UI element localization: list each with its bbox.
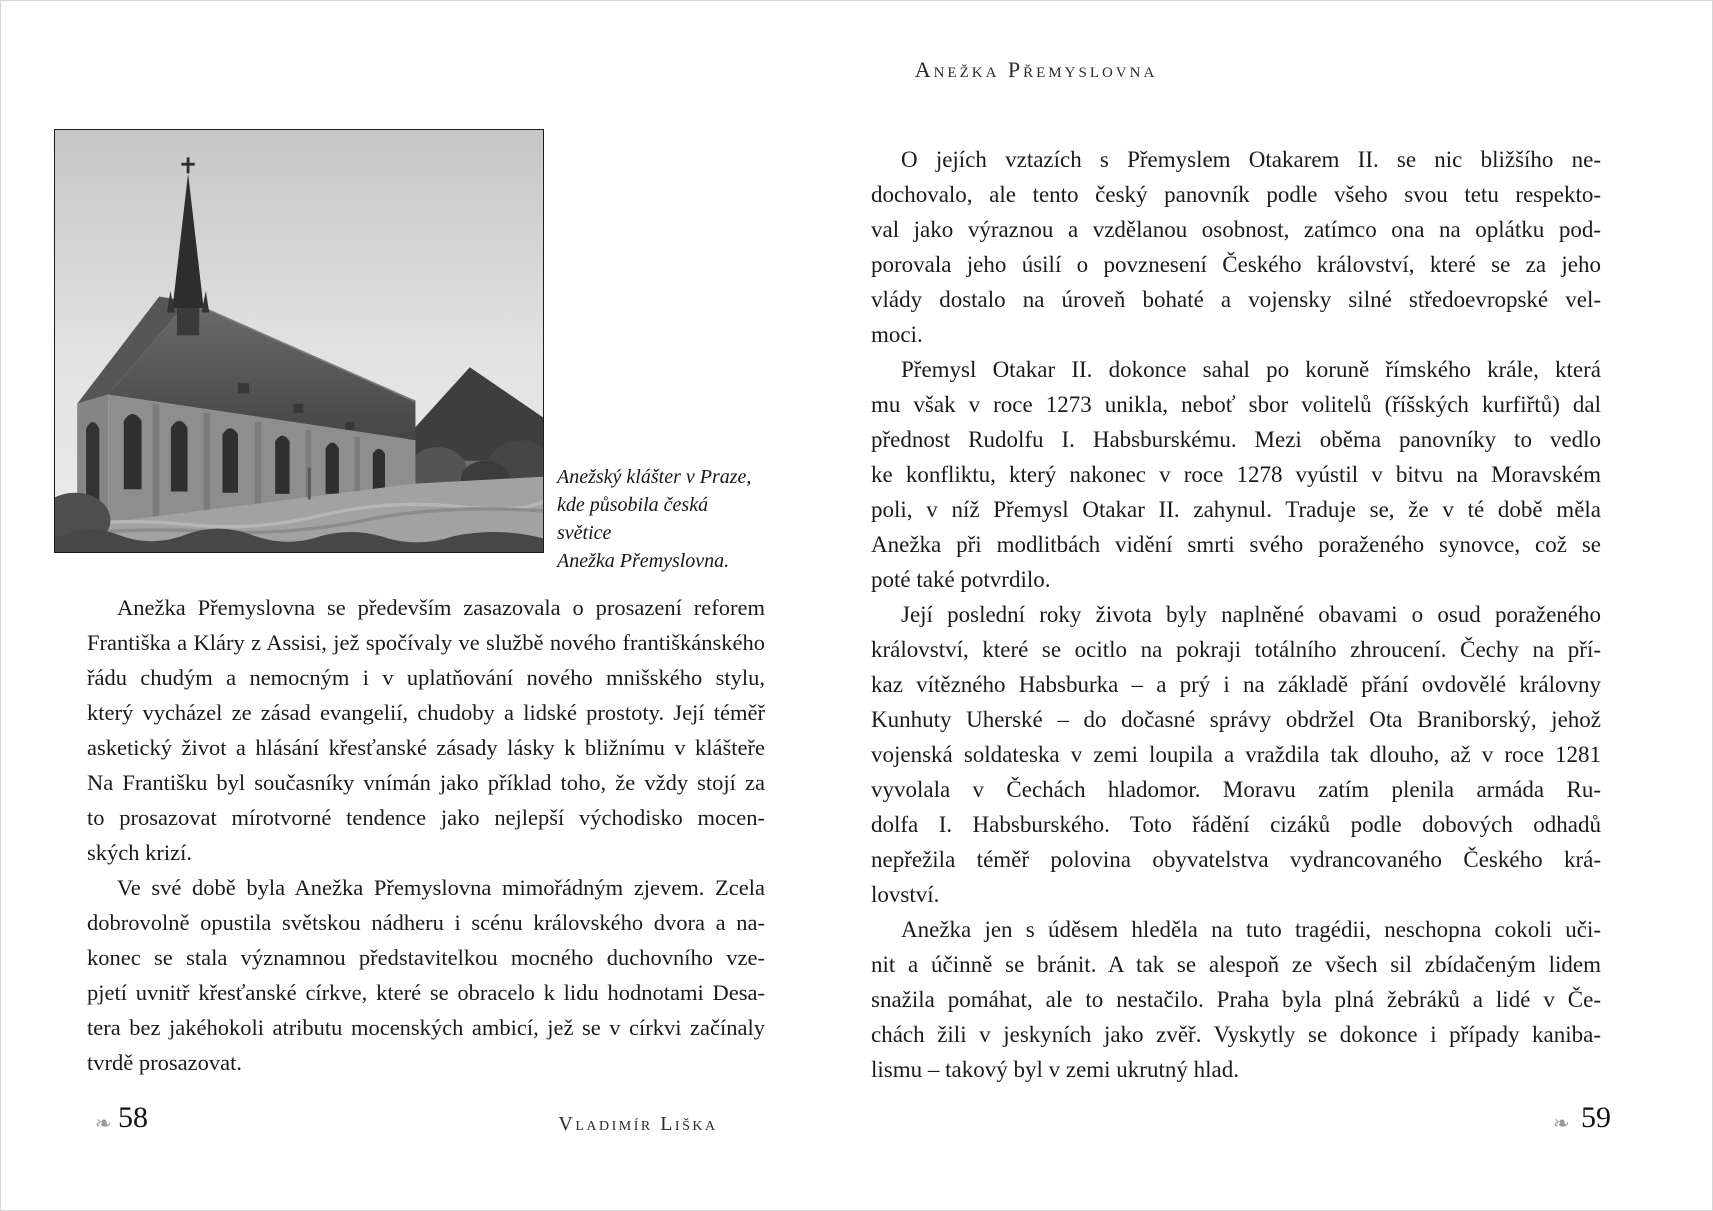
paragraph bbox=[871, 142, 1601, 352]
lancet-window bbox=[222, 428, 238, 492]
text-line: poté také potvrdilo. bbox=[871, 567, 1051, 592]
text-line: přednost Rudolfu I. Habsburskému. Mezi oběma panovníky to vedlo bbox=[871, 427, 1601, 452]
caption-line: kde působila česká světice bbox=[557, 494, 709, 544]
footer-author-name: Vladimír Liška bbox=[558, 1113, 718, 1135]
text-line: Anežka jen s úděsem hleděla na tuto tragédii, neschopna cokoli uči- bbox=[901, 917, 1601, 942]
buttress bbox=[255, 422, 262, 509]
text-line: Kunhuty Uherské – do dočasné správy obdržel Ota Braniborský, jehož bbox=[871, 707, 1601, 732]
text-line: konec se stala významnou představitelkou mocného duchovního vze- bbox=[87, 945, 765, 970]
text-line: vyvolala v Čechách hladomor. Moravu zatím plenila armáda Ru- bbox=[871, 777, 1601, 802]
text-line: asketický život a hlásání křesťanské zásady lásky k bližnímu v klášteře bbox=[87, 735, 765, 760]
paragraph bbox=[871, 912, 1601, 1087]
text-line: dobrovolně opustila světskou nádheru i scénu královského dvora a na- bbox=[87, 910, 765, 935]
left-page-text bbox=[87, 590, 765, 1080]
caption-line: Anežský klášter v Praze, bbox=[557, 466, 752, 488]
text-line: snažila pomáhat, ale to nestačilo. Praha byla plná žebráků a lidé v Če- bbox=[871, 987, 1601, 1012]
paragraph bbox=[87, 870, 765, 1080]
text-line: tvrdě prosazovat. bbox=[87, 1050, 242, 1075]
text-line: tera bez jakéhokoli atributu mocenských ambicí, jež se v církvi začínaly bbox=[87, 1015, 765, 1040]
page-number-right: 59 bbox=[1581, 1101, 1611, 1134]
paragraph bbox=[87, 590, 765, 870]
photo-caption bbox=[557, 463, 767, 575]
text-line: dochovalo, ale tento český panovník podle všeho svou tetu respekto- bbox=[871, 182, 1601, 207]
dormer bbox=[346, 422, 355, 430]
text-line: vojenská soldateska v zemi loupila a vraždila tak dlouho, až v roce 1281 bbox=[871, 742, 1601, 767]
caption-line: Anežka Přemyslovna. bbox=[557, 550, 730, 572]
lancet-window bbox=[326, 443, 339, 494]
text-line: lovství. bbox=[871, 882, 940, 907]
text-line: moci. bbox=[871, 322, 923, 347]
text-line: ských krizí. bbox=[87, 840, 192, 865]
text-line: val jako výraznou a vzdělanou osobnost, zatímco ona na oplátku pod- bbox=[871, 217, 1601, 242]
buttress bbox=[204, 413, 211, 513]
text-line: který vycházel ze zásad evangelií, chudoby a lidské prostoty. Její téměř bbox=[87, 700, 765, 725]
dormer bbox=[293, 404, 303, 413]
text-line: chách žili v jeskyních jako zvěř. Vyskytly se dokonce i případy kaniba- bbox=[871, 1022, 1601, 1047]
paragraph bbox=[871, 597, 1601, 912]
text-line: Františka a Kláry z Assisi, jež spočívaly ve službě nového františkánského bbox=[87, 630, 765, 655]
monastery-photo-illustration bbox=[55, 130, 543, 552]
text-line: Přemysl Otakar II. dokonce sahal po koruně římského krále, která bbox=[901, 357, 1601, 382]
text-line: Anežka Přemyslovna se především zasazovala o prosazení reforem bbox=[117, 595, 765, 620]
text-line: nit a účinně se bránit. A tak se alespoň ze všech sil zbídačeným lidem bbox=[871, 952, 1601, 977]
text-line: lismu – takový byl v zemi ukrutný hlad. bbox=[871, 1057, 1239, 1082]
field-post bbox=[308, 468, 311, 500]
text-line: ke konfliktu, který nakonec v roce 1278 vyústil v bitvu na Moravském bbox=[871, 462, 1601, 487]
text-line: Její poslední roky života byly naplněné obavami o osud poraženého bbox=[901, 602, 1601, 627]
text-line: to prosazovat mírotvorné tendence jako nejlepší východisko mocen- bbox=[87, 805, 765, 830]
running-head: Anežka Přemyslovna bbox=[914, 57, 1158, 82]
text-line: porovala jeho úsilí o povznesení Českého království, které se za jeho bbox=[871, 252, 1601, 277]
text-line: pjetí uvnitř křesťanské církve, které se obracelo k lidu hodnotami Desa- bbox=[87, 980, 765, 1005]
right-page-text bbox=[871, 142, 1601, 1087]
apse-window bbox=[86, 422, 99, 506]
text-line: mu však v roce 1273 unikla, neboť sbor volitelů (říšských kurfiřtů) dal bbox=[871, 392, 1601, 417]
text-line: Ve své době byla Anežka Přemyslovna mimořádným zjevem. Zcela bbox=[117, 875, 765, 900]
lancet-window bbox=[124, 414, 142, 489]
text-line: Na Františku byl současníky vnímán jako příklad toho, že vždy stojí za bbox=[87, 770, 765, 795]
text-line: nepřežila téměř polovina obyvatelstva vydrancovaného Českého krá- bbox=[871, 847, 1601, 872]
text-line: dolfa I. Habsburského. Toto řádění cizáků podle dobových odhadů bbox=[871, 812, 1601, 837]
text-line: O jejích vztazích s Přemyslem Otakarem II. se nic bližšího ne- bbox=[901, 147, 1601, 172]
lancet-window bbox=[275, 436, 289, 494]
lancet-window bbox=[171, 421, 188, 492]
paragraph bbox=[871, 352, 1601, 597]
text-line: Anežka při modlitbách vidění smrti svého poraženého synovce, což se bbox=[871, 532, 1601, 557]
page-number-left: 58 bbox=[118, 1101, 148, 1134]
text-line: řádu chudým a nemocným i v uplatňování nového mnišského stylu, bbox=[87, 665, 765, 690]
monastery-photo bbox=[54, 129, 544, 553]
text-line: kaz vítězného Habsburka – a prý i na základě přání ovdovělé královny bbox=[871, 672, 1601, 697]
text-line: poli, v níž Přemysl Otakar II. zahynul. Traduje se, že v té době měla bbox=[871, 497, 1601, 522]
fleuron-ornament: ❧ bbox=[1553, 1113, 1570, 1135]
fleuron-ornament: ❧ bbox=[95, 1113, 112, 1135]
text-line: vlády dostalo na úroveň bohaté a vojensky silné středoevropské vel- bbox=[871, 287, 1601, 312]
text-line: království, které se ocitlo na pokraji totálního zhroucení. Čechy na pří- bbox=[871, 637, 1601, 662]
buttress bbox=[153, 404, 160, 518]
dormer bbox=[238, 383, 249, 393]
buttress bbox=[354, 437, 360, 499]
